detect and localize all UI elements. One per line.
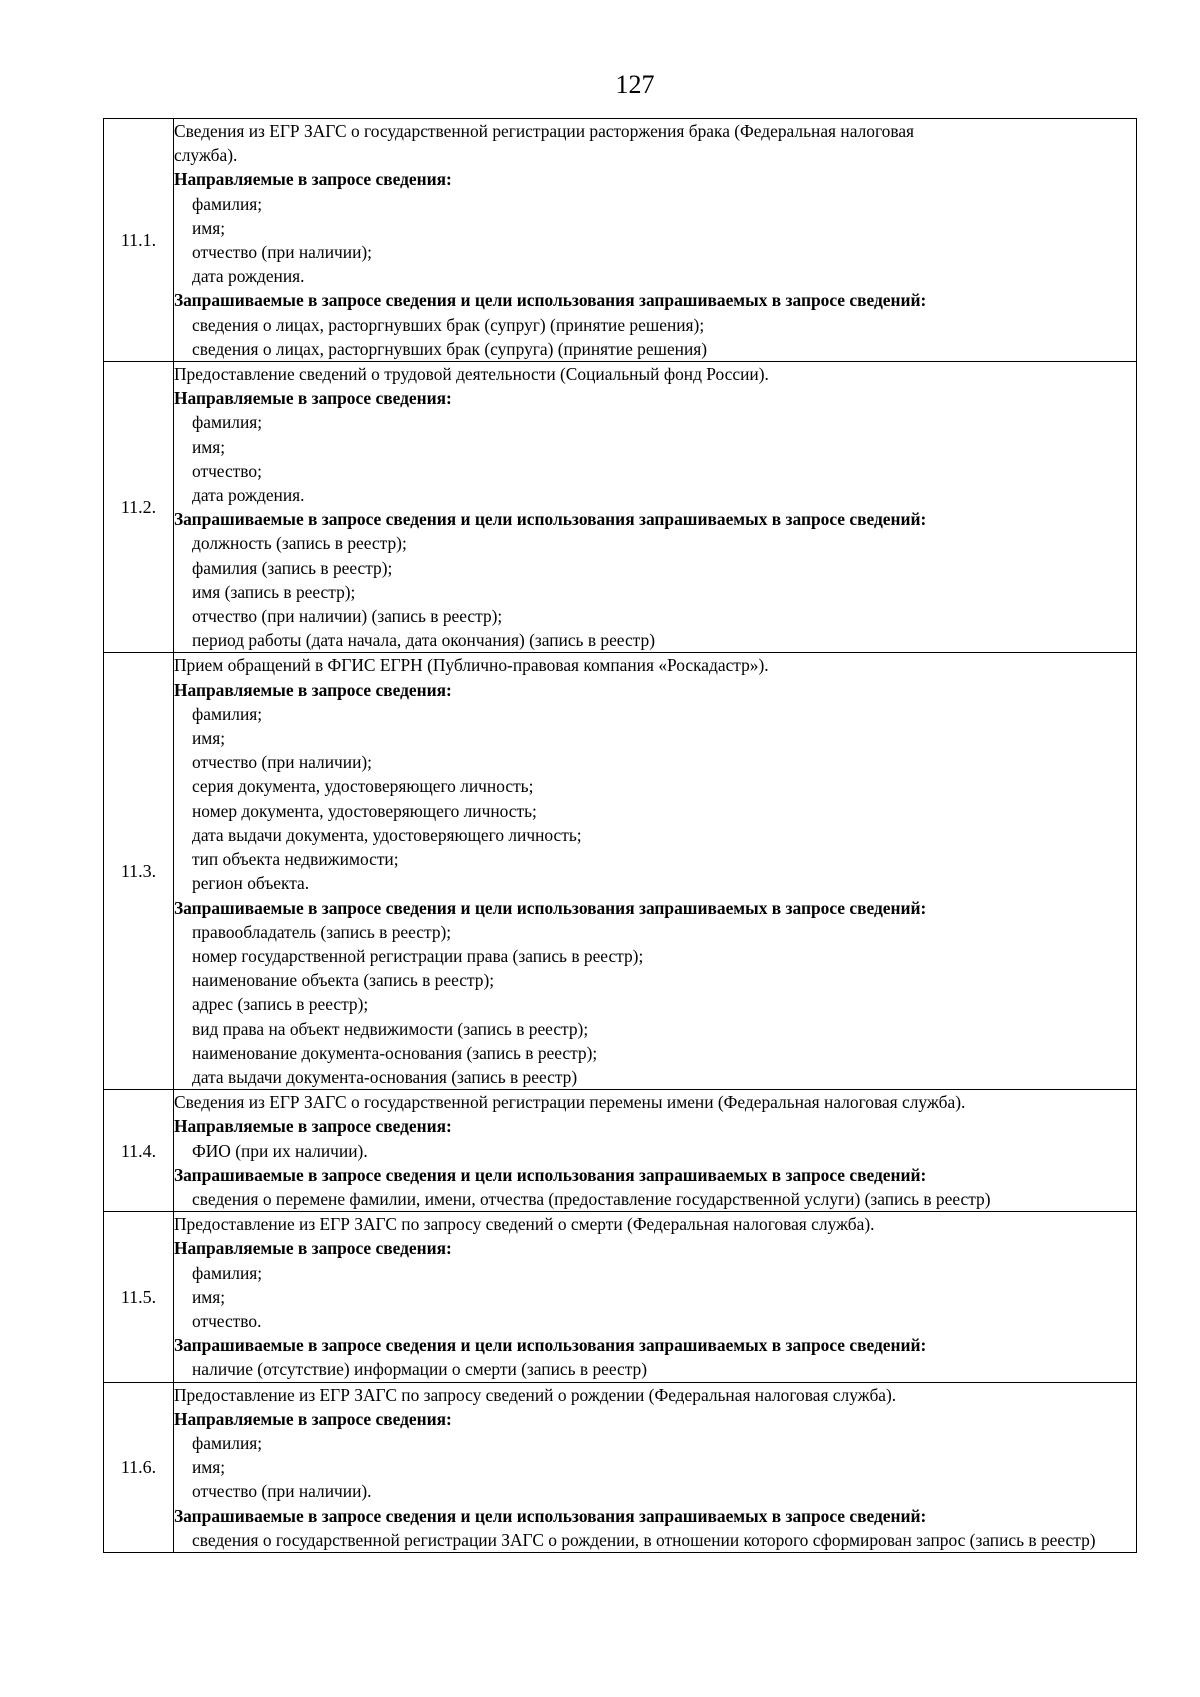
row-content xyxy=(174,119,1137,362)
list-item: отчество. xyxy=(192,1310,262,1331)
list-item: наименование объекта (запись в реестр); xyxy=(192,970,495,991)
section-heading: Запрашиваемые в запросе сведения и цели использования запрашиваемых в запросе сведений: xyxy=(174,1164,927,1185)
row-number: 11.1. xyxy=(104,119,174,362)
list-item: ФИО (при их наличии). xyxy=(192,1140,368,1161)
list-item: имя (запись в реестр); xyxy=(192,581,356,602)
row-number: 11.3. xyxy=(104,653,174,1090)
table-row xyxy=(104,1090,1137,1212)
list-item: имя; xyxy=(192,1286,226,1307)
list-item: номер документа, удостоверяющего личность; xyxy=(192,800,537,821)
list-item: отчество (при наличии); xyxy=(192,752,373,773)
table-row xyxy=(104,653,1137,1090)
services-table xyxy=(103,118,1137,1553)
list-item: отчество (при наличии); xyxy=(192,242,373,263)
list-item: регион объекта. xyxy=(192,873,310,894)
section-heading: Направляемые в запросе сведения: xyxy=(174,1408,452,1429)
section-heading: Запрашиваемые в запросе сведения и цели использования запрашиваемых в запросе сведений: xyxy=(174,509,927,530)
list-item: наименование документа-основания (запись в реестр); xyxy=(192,1042,598,1063)
table-row xyxy=(104,1212,1137,1382)
list-item: имя; xyxy=(192,436,226,457)
section-heading: Запрашиваемые в запросе сведения и цели использования запрашиваемых в запросе сведений: xyxy=(174,290,927,311)
list-item: правообладатель (запись в реестр); xyxy=(192,921,452,942)
service-title: Предоставление сведений о трудовой деятельности (Социальный фонд России). xyxy=(174,364,769,385)
service-title: Сведения из ЕГР ЗАГС о государственной регистрации перемены имени (Федеральная налоговая служба). xyxy=(174,1092,966,1113)
list-item: должность (запись в реестр); xyxy=(192,533,407,554)
row-content xyxy=(174,653,1137,1090)
service-title: Сведения из ЕГР ЗАГС о государственной регистрации расторжения брака (Федеральная налоговая xyxy=(174,121,915,141)
list-item: дата рождения. xyxy=(192,266,305,287)
list-item: дата выдачи документа-основания (запись в реестр) xyxy=(192,1066,578,1087)
list-item: наличие (отсутствие) информации о смерти (запись в реестр) xyxy=(192,1359,648,1380)
list-item: отчество (при наличии) (запись в реестр); xyxy=(192,606,503,627)
list-item: сведения о лицах, расторгнувших брак (супруга) (принятие решения) xyxy=(192,338,708,359)
row-number: 11.6. xyxy=(104,1382,174,1552)
list-item: вид права на объект недвижимости (запись в реестр); xyxy=(192,1018,589,1039)
row-number: 11.2. xyxy=(104,362,174,653)
section-heading: Направляемые в запросе сведения: xyxy=(174,169,452,190)
list-item: дата выдачи документа, удостоверяющего личность; xyxy=(192,824,582,845)
service-title: Предоставление из ЕГР ЗАГС по запросу сведений о смерти (Федеральная налоговая служба). xyxy=(174,1214,875,1235)
table-row xyxy=(104,362,1137,653)
list-item: имя; xyxy=(192,728,226,749)
row-number: 11.4. xyxy=(104,1090,174,1212)
section-heading: Направляемые в запросе сведения: xyxy=(174,679,452,700)
section-heading: Запрашиваемые в запросе сведения и цели использования запрашиваемых в запросе сведений: xyxy=(174,1335,927,1356)
page-number: 127 xyxy=(615,70,655,99)
list-item: сведения о государственной регистрации ЗАГС о рождении, в отношении которого сформирован запрос (запись в реестр) xyxy=(192,1529,1096,1550)
list-item: фамилия; xyxy=(192,193,263,214)
table-body xyxy=(104,119,1137,1553)
list-item: фамилия; xyxy=(192,1262,263,1283)
list-item: фамилия; xyxy=(192,412,263,433)
row-content xyxy=(174,1382,1137,1552)
list-item: отчество; xyxy=(192,460,262,481)
list-item: фамилия; xyxy=(192,1432,263,1453)
row-number: 11.5. xyxy=(104,1212,174,1382)
row-content xyxy=(174,1090,1137,1212)
list-item: отчество (при наличии). xyxy=(192,1481,372,1502)
service-title: Прием обращений в ФГИС ЕГРН (Публично-правовая компания «Роскадастр»). xyxy=(174,655,769,676)
list-item: имя; xyxy=(192,217,226,238)
service-title: Предоставление из ЕГР ЗАГС по запросу сведений о рождении (Федеральная налоговая служба). xyxy=(174,1384,897,1405)
list-item: фамилия (запись в реестр); xyxy=(192,557,393,578)
list-item: адрес (запись в реестр); xyxy=(192,994,369,1015)
section-heading: Направляемые в запросе сведения: xyxy=(174,388,452,409)
section-heading: Направляемые в запросе сведения: xyxy=(174,1238,452,1259)
section-heading: Направляемые в запросе сведения: xyxy=(174,1116,452,1137)
row-content xyxy=(174,362,1137,653)
list-item: тип объекта недвижимости; xyxy=(192,849,399,870)
section-heading: Запрашиваемые в запросе сведения и цели использования запрашиваемых в запросе сведений: xyxy=(174,897,927,918)
list-item: сведения о лицах, расторгнувших брак (супруг) (принятие решения); xyxy=(192,314,705,335)
list-item: дата рождения. xyxy=(192,485,305,506)
list-item: период работы (дата начала, дата окончания) (запись в реестр) xyxy=(192,630,655,651)
table-row xyxy=(104,1382,1137,1552)
list-item: сведения о перемене фамилии, имени, отчества (предоставление государственной услуги) (запись в реестр) xyxy=(192,1188,991,1209)
table-row xyxy=(104,119,1137,362)
row-content xyxy=(174,1212,1137,1382)
list-item: серия документа, удостоверяющего личность; xyxy=(192,776,534,797)
list-item: имя; xyxy=(192,1457,226,1478)
list-item: номер государственной регистрации права (запись в реестр); xyxy=(192,945,644,966)
section-heading: Запрашиваемые в запросе сведения и цели использования запрашиваемых в запросе сведений: xyxy=(174,1505,927,1526)
service-title: служба). xyxy=(174,145,238,166)
list-item: фамилия; xyxy=(192,703,263,724)
